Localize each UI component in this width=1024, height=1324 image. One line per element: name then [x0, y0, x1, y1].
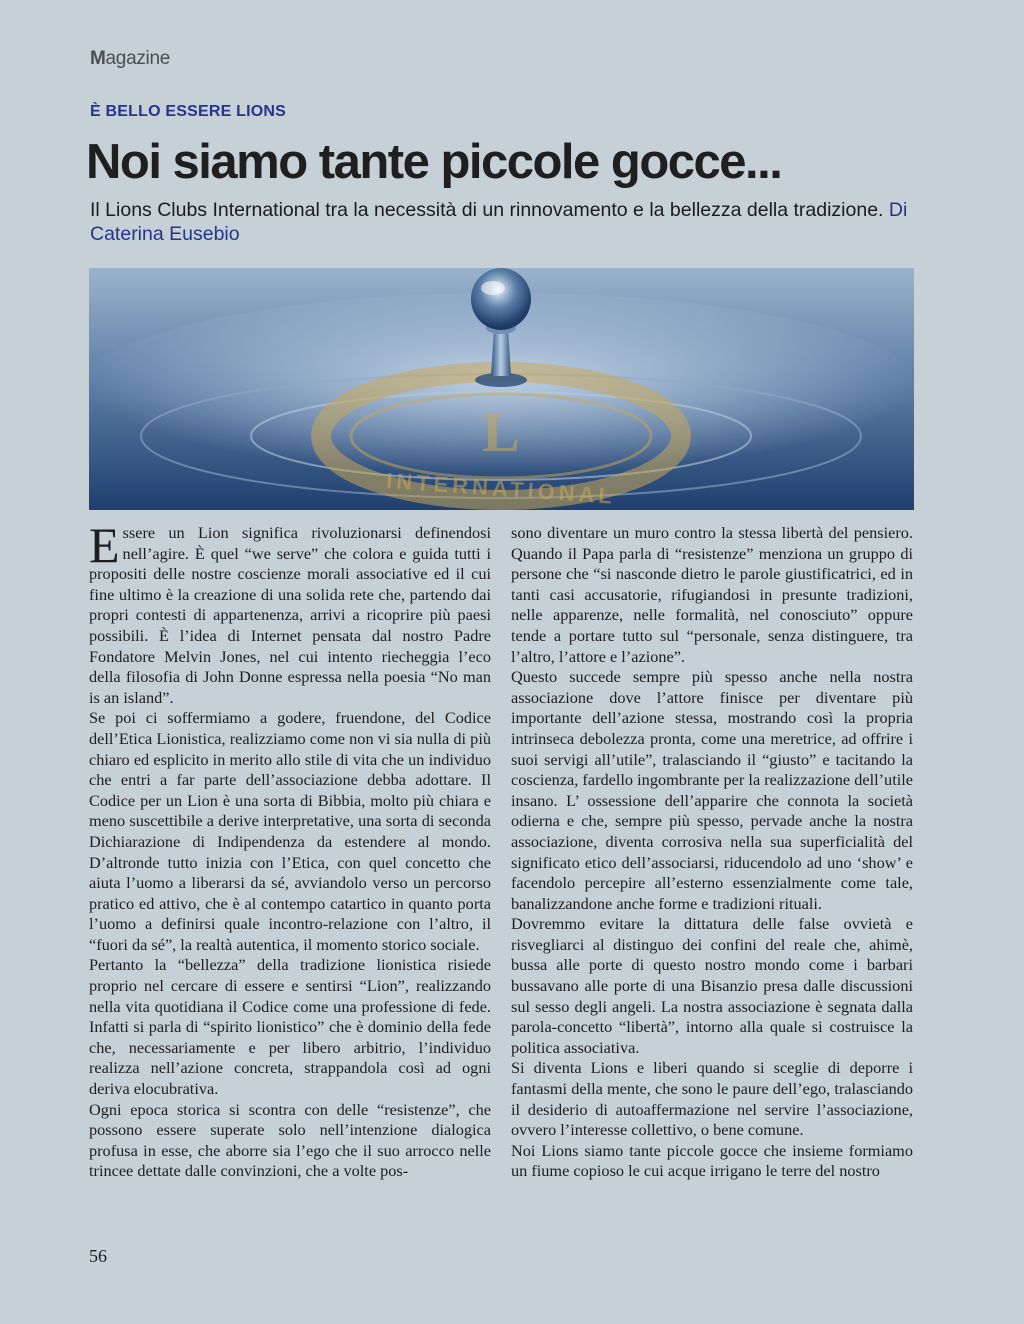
- body-column-right: [511, 523, 913, 1182]
- body-column-left: [89, 517, 491, 1182]
- article-subtitle: [90, 198, 920, 246]
- body-paragraph: Se poi ci soffermiamo a godere, fruendone, del Codice dell’Etica Lionistica, realizziamo come non vi sia nulla di più chiaro ed esplicito in merito allo stile di vita che un individuo che entri a far parte dell’associazione debba adottare. Il Codice per un Lion è una sorta di Bibbia, molto più chiara e meno suscettibile a derive interpretative, una sorta di seconda Dichiarazione di Indipendenza da estendere al mondo. D’altronde tutto inizia con l’Etica, con quel concetto che aiuta l’uomo a liberarsi da sé, avviandolo verso un percorso pratico ed attivo, che è al contempo catartico in quanto porta l’uomo a definirsi quale incontro-relazione con l’altro, il “fuori da sé”, la realtà autentica, il momento storico sociale.: [89, 708, 491, 954]
- body-paragraph: Noi Lions siamo tante piccole gocce che insieme formiamo un fiume copioso le cui acque irrigano le terre del nostro: [511, 1140, 913, 1181]
- page-number: 56: [89, 1246, 107, 1266]
- subtitle-text: Il Lions Clubs International tra la necessità di un rinnovamento e la bellezza della tradizione.: [90, 199, 884, 221]
- article-author: Di Caterina Eusebio: [90, 199, 908, 245]
- article-kicker: È BELLO ESSERE LIONS: [90, 103, 287, 120]
- body-paragraph: Pertanto la “bellezza” della tradizione lionistica risiede proprio nel cercare di essere e sentirsi “Lion”, realizzando nella vita quotidiana il Codice come una professione di fede. Infatti si parla di “spirito lionistico” che è dominio della fede che, necessariamente e per libero arbitrio, l’individuo realizza nell’azione concreta, strappandola così ad ogni deriva elocubrativa.: [89, 955, 491, 1099]
- hero-image-water-drop: [89, 268, 914, 510]
- body-paragraph: Ogni epoca storica si scontra con delle “resistenze”, che possono essere superate solo nell’intenzione dialogica profusa in esse, che aborre sia l’ego che il suo arrocco nelle trincee dettate dalle convinzioni, che a volte pos-: [89, 1099, 491, 1181]
- magazine-label-rest: agazine: [105, 48, 170, 69]
- water-drop-icon: [471, 268, 531, 330]
- body-paragraph: Si diventa Lions e liberi quando si sceglie di deporre i fantasmi della mente, che sono le paure dell’ego, tralasciando il desiderio di autoaffermazione nel servire l’associazione, ovvero l’interesse collettivo, o bene comune.: [511, 1058, 913, 1140]
- lions-emblem-ring-text: INTERNATIONAL: [385, 468, 617, 509]
- body-paragraph: sono diventare un muro contro la stessa libertà del pensiero. Quando il Papa parla di “resistenze” menziona un gruppo di persone che “si nasconde dietro le parole giustificatrici, ed in tanti casi accusatorie, rifugiandosi in presunte tradizioni, nelle apparenze, nelle formalità, nel conosciuto” oppure tende a portare tutto sul “personale, senza distinguere, tra l’altro, l’attore e l’azione”.: [511, 523, 913, 666]
- lions-emblem-letter: L: [482, 402, 520, 464]
- body-paragraph: Essere un Lion significa rivoluzionarsi definendosi nell’agire. È quel “we serve” che colora e guida tutti i propositi delle nostre coscienze morali associative ed il cui fine ultimo è la creazione di una solida rete che, partendo dai propri contesti di appartenenza, arrivi a ricoprire più paesi possibili. È l’idea di Internet pensata dal nostro Padre Fondatore Melvin Jones, nel cui intento riecheggia l’eco della filosofia di John Donne espressa nella poesia “No man is an island”.: [89, 517, 491, 707]
- drop-cap: E: [89, 517, 120, 573]
- magazine-section-label: [90, 48, 170, 70]
- body-paragraph: Questo succede sempre più spesso anche nella nostra associazione dove l’attore finisce per diventare più importante dell’azione stessa, mostrando così la propria intrinseca debolezza pronta, come una meretrice, ad offrire i suoi servigi all’utile”, tralasciando il “giusto” e tacitando la coscienza, fardello ingombrante per la realizzazione dell’utile insano. L’ ossessione dell’apparire che connota la società odierna e che, sempre più spesso, pervade anche la nostra associazione, diventa corrosiva nella sua superficialità del significato etico dell’associarsi, riducendolo ad uno ‘show’ e facendolo percepire all’esterno essenzialmente come tale, banalizzandone anche forme e tradizioni rituali.: [511, 667, 913, 913]
- article-title: Noi siamo tante piccole gocce...: [86, 135, 782, 189]
- magazine-label-initial: M: [90, 48, 106, 69]
- body-paragraph: Dovremmo evitare la dittatura delle false ovvietà e risvegliarci al distinguo dei confini del reale che, ahimè, bussa alle porte di questo nostro mondo come i barbari bussavano alle porte di una Bisanzio presa dalle discussioni sul sesso degli angeli. La nostra associazione è segnata dalla parola-concetto “libertà”, intorno alla quale si costruisce la politica associativa.: [511, 914, 913, 1057]
